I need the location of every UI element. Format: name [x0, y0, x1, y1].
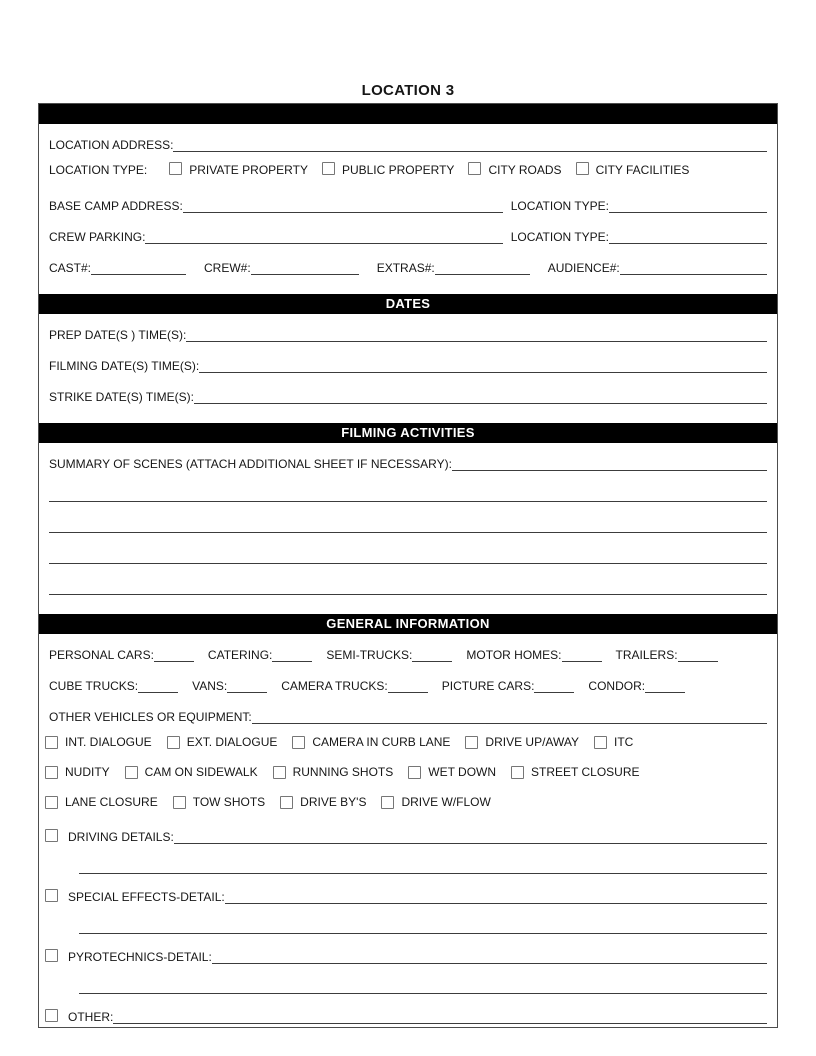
street-closure-label: STREET CLOSURE	[531, 764, 640, 779]
checkbox-other[interactable]	[45, 1009, 58, 1022]
location-type-option	[468, 162, 561, 178]
location-address-row	[39, 124, 777, 155]
nudity-label: NUDITY	[65, 764, 110, 779]
page-title: LOCATION 3	[361, 82, 455, 99]
cast-count-label: CAST#:	[49, 261, 92, 275]
special-effects-continuation	[39, 907, 777, 937]
camera-trucks-label: CAMERA TRUCKS:	[281, 679, 388, 693]
crew-parking-label: CREW PARKING:	[49, 230, 146, 244]
activity-option	[125, 766, 258, 779]
summary-blank-row	[39, 505, 777, 536]
condor-label: CONDOR:	[588, 679, 646, 693]
picture-cars-line[interactable]	[534, 679, 574, 693]
activity-option	[273, 766, 394, 779]
activity-option	[45, 766, 110, 779]
activity-option	[465, 736, 579, 749]
prep-dates-row	[39, 314, 777, 345]
location-type-label: LOCATION TYPE:	[49, 163, 148, 177]
running-shots-label: RUNNING SHOTS	[292, 764, 394, 779]
checkbox-street-closure[interactable]	[511, 766, 524, 779]
other-line[interactable]	[113, 1010, 767, 1024]
int-dialogue-label: INT. DIALOGUE	[65, 734, 152, 749]
other-label: OTHER:	[68, 1010, 114, 1024]
catering-line[interactable]	[272, 648, 312, 662]
filming-dates-label: FILMING DATE(S) TIME(S):	[49, 359, 200, 373]
pyrotechnics-label: PYROTECHNICS-DETAIL:	[68, 950, 212, 964]
summary-of-scenes-label: SUMMARY OF SCENES (ATTACH ADDITIONAL SHEET IF NECESSARY):	[49, 457, 452, 471]
strike-dates-row	[39, 376, 777, 407]
activity-option	[45, 736, 152, 749]
checkbox-city-roads[interactable]	[468, 162, 481, 175]
city-facilities-label: CITY FACILITIES	[595, 162, 690, 177]
section-header-general-information: GENERAL INFORMATION	[39, 614, 777, 634]
checkbox-running-shots[interactable]	[273, 766, 286, 779]
location-address-label: LOCATION ADDRESS:	[49, 138, 174, 152]
checkbox-drive-up-away[interactable]	[465, 736, 478, 749]
section-header-dates: DATES	[39, 294, 777, 314]
vans-label: VANS:	[192, 679, 228, 693]
audience-count-label: AUDIENCE#:	[547, 261, 620, 275]
personal-cars-line[interactable]	[154, 648, 194, 662]
cube-trucks-label: CUBE TRUCKS:	[49, 679, 139, 693]
cam-on-sidewalk-label: CAM ON SIDEWALK	[144, 764, 258, 779]
tow-shots-label: TOW SHOTS	[192, 794, 266, 809]
prep-dates-line[interactable]	[186, 328, 767, 342]
drive-bys-label: DRIVE BY'S	[300, 794, 367, 809]
strike-dates-label: STRIKE DATE(S) TIME(S):	[49, 390, 194, 404]
other-row	[39, 997, 777, 1027]
activity-option	[594, 736, 633, 749]
lane-closure-label: LANE CLOSURE	[65, 794, 158, 809]
public-property-label: PUBLIC PROPERTY	[341, 162, 455, 177]
special-effects-line-2[interactable]	[79, 920, 767, 934]
special-effects-line[interactable]	[225, 890, 767, 904]
activity-row-1	[39, 727, 777, 757]
base-camp-location-type-label: LOCATION TYPE:	[510, 199, 609, 213]
private-property-label: PRIVATE PROPERTY	[189, 162, 308, 177]
other-vehicles-line[interactable]	[252, 710, 767, 724]
summary-blank-row	[39, 474, 777, 505]
strike-dates-line[interactable]	[194, 390, 767, 404]
checkbox-driving-details[interactable]	[45, 829, 58, 842]
checkbox-int-dialogue[interactable]	[45, 736, 58, 749]
checkbox-private-property[interactable]	[169, 162, 182, 175]
activity-row-2	[39, 757, 777, 787]
location-form	[38, 103, 778, 1028]
location-type-row	[39, 155, 777, 185]
activity-option	[292, 736, 450, 749]
pyrotechnics-row	[39, 937, 777, 967]
crew-parking-location-type-line[interactable]	[609, 230, 767, 244]
semi-trucks-label: SEMI-TRUCKS:	[326, 648, 413, 662]
pyrotechnics-line[interactable]	[212, 950, 767, 964]
audience-count-line[interactable]	[620, 261, 767, 275]
crew-parking-row	[39, 216, 777, 247]
checkbox-special-effects[interactable]	[45, 889, 58, 902]
activity-option	[280, 796, 366, 809]
activity-option	[511, 766, 639, 779]
activity-option	[173, 796, 265, 809]
summary-blank-row	[39, 536, 777, 567]
trailers-label: TRAILERS:	[615, 648, 678, 662]
driving-details-line[interactable]	[174, 830, 767, 844]
top-section-bar	[39, 104, 777, 124]
driving-details-continuation	[39, 847, 777, 877]
crew-count-label: CREW#:	[204, 261, 251, 275]
location-type-option	[169, 162, 308, 178]
extras-count-label: EXTRAS#:	[376, 261, 435, 275]
summary-blank-line-2[interactable]	[49, 519, 767, 533]
location-type-option	[576, 162, 690, 178]
vehicles-row-1	[39, 634, 777, 665]
checkbox-ext-dialogue[interactable]	[167, 736, 180, 749]
checkbox-drive-bys[interactable]	[280, 796, 293, 809]
other-vehicles-label: OTHER VEHICLES OR EQUIPMENT:	[49, 710, 252, 724]
activity-row-3	[39, 787, 777, 817]
checkbox-itc[interactable]	[594, 736, 607, 749]
drive-w-flow-label: DRIVE W/FLOW	[401, 794, 491, 809]
summary-blank-line-4[interactable]	[49, 581, 767, 595]
driving-details-line-2[interactable]	[79, 860, 767, 874]
cast-count-line[interactable]	[91, 261, 186, 275]
city-roads-label: CITY ROADS	[488, 162, 562, 177]
activity-option	[408, 766, 496, 779]
vehicles-row-2	[39, 665, 777, 696]
crew-parking-location-type-label: LOCATION TYPE:	[510, 230, 609, 244]
pyrotechnics-line-2[interactable]	[79, 980, 767, 994]
activity-option	[45, 796, 158, 809]
camera-trucks-line[interactable]	[388, 679, 428, 693]
checkbox-lane-closure[interactable]	[45, 796, 58, 809]
condor-line[interactable]	[645, 679, 685, 693]
activity-option	[167, 736, 278, 749]
checkbox-tow-shots[interactable]	[173, 796, 186, 809]
drive-up-away-label: DRIVE UP/AWAY	[485, 734, 579, 749]
checkbox-pyrotechnics[interactable]	[45, 949, 58, 962]
checkbox-drive-w-flow[interactable]	[381, 796, 394, 809]
checkbox-nudity[interactable]	[45, 766, 58, 779]
motor-homes-label: MOTOR HOMES:	[466, 648, 562, 662]
checkbox-city-facilities[interactable]	[576, 162, 589, 175]
wet-down-label: WET DOWN	[428, 764, 497, 779]
other-vehicles-row	[39, 696, 777, 727]
cube-trucks-line[interactable]	[138, 679, 178, 693]
checkbox-wet-down[interactable]	[408, 766, 421, 779]
summary-blank-line-1[interactable]	[49, 488, 767, 502]
camera-in-curb-lane-label: CAMERA IN CURB LANE	[312, 734, 451, 749]
prep-dates-label: PREP DATE(S ) TIME(S):	[49, 328, 187, 342]
driving-details-label: DRIVING DETAILS:	[68, 830, 174, 844]
picture-cars-label: PICTURE CARS:	[441, 679, 535, 693]
filming-dates-row	[39, 345, 777, 376]
activity-option	[381, 796, 490, 809]
filming-dates-line[interactable]	[199, 359, 767, 373]
section-header-filming-activities: FILMING ACTIVITIES	[39, 423, 777, 443]
ext-dialogue-label: EXT. DIALOGUE	[186, 734, 278, 749]
extras-count-line[interactable]	[435, 261, 530, 275]
summary-of-scenes-row	[39, 443, 777, 474]
summary-of-scenes-line[interactable]	[452, 457, 767, 471]
location-type-option	[322, 162, 454, 178]
pyrotechnics-continuation	[39, 967, 777, 997]
catering-label: CATERING:	[207, 648, 273, 662]
driving-details-row	[39, 817, 777, 847]
crew-parking-line[interactable]	[145, 230, 502, 244]
headcount-row	[39, 247, 777, 278]
base-camp-location-type-line[interactable]	[609, 199, 767, 213]
special-effects-label: SPECIAL EFFECTS-DETAIL:	[68, 890, 225, 904]
location-address-line[interactable]	[173, 138, 767, 152]
summary-blank-row	[39, 567, 777, 598]
trailers-line[interactable]	[678, 648, 718, 662]
checkbox-public-property[interactable]	[322, 162, 335, 175]
checkbox-camera-in-curb-lane[interactable]	[292, 736, 305, 749]
checkbox-cam-on-sidewalk[interactable]	[125, 766, 138, 779]
base-camp-address-line[interactable]	[183, 199, 503, 213]
crew-count-line[interactable]	[251, 261, 359, 275]
personal-cars-label: PERSONAL CARS:	[49, 648, 154, 662]
base-camp-row	[39, 185, 777, 216]
motor-homes-line[interactable]	[562, 648, 602, 662]
summary-blank-line-3[interactable]	[49, 550, 767, 564]
special-effects-row	[39, 877, 777, 907]
vans-line[interactable]	[227, 679, 267, 693]
base-camp-address-label: BASE CAMP ADDRESS:	[49, 199, 183, 213]
itc-label: ITC	[614, 734, 634, 749]
semi-trucks-line[interactable]	[412, 648, 452, 662]
